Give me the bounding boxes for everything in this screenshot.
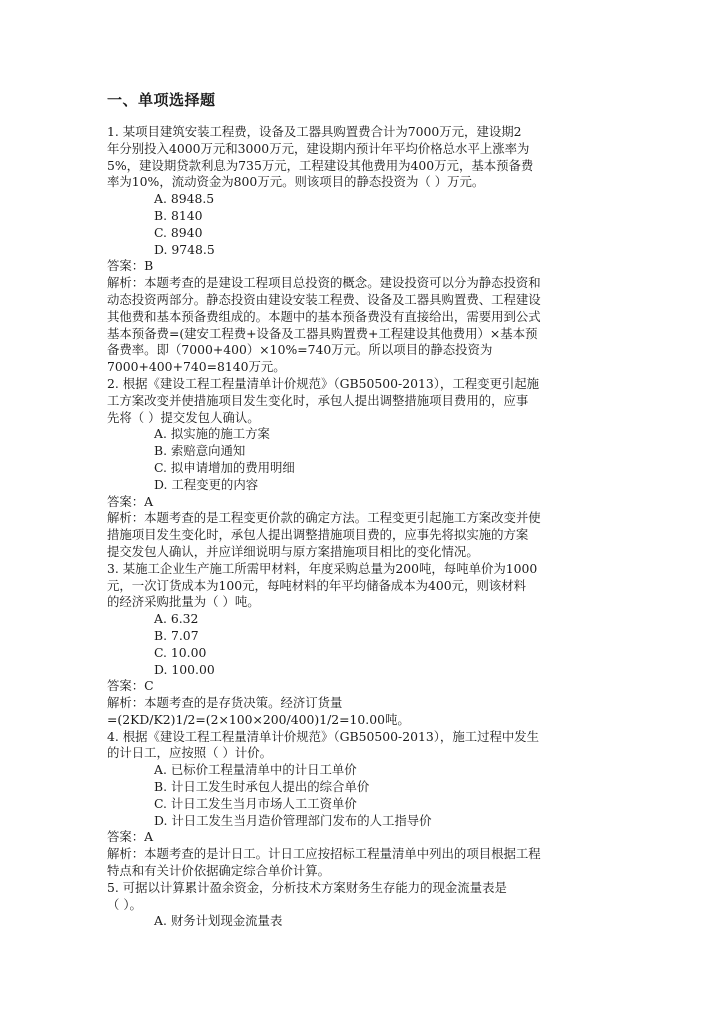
document-body [107, 124, 619, 930]
answer-option: A. 拟实施的施工方案 [154, 426, 270, 442]
answer-option: D. 计日工发生当月造价管理部门发布的人工指导价 [154, 812, 432, 828]
text-line: 5%，建设期贷款利息为735万元，工程建设其他费用为400万元，基本预备费 [107, 157, 534, 173]
answer-option: C. 拟申请增加的费用明细 [154, 459, 295, 475]
answer-option: D. 9748.5 [154, 241, 215, 257]
text-line: 备费率。即（7000+400）×10%=740万元。所以项目的静态投资为 [107, 342, 493, 358]
text-line: 答案：A [107, 493, 154, 509]
answer-option: A. 已标价工程量清单中的计日工单价 [154, 762, 357, 778]
text-line: 2. 根据《建设工程工程量清单计价规范》（GB50500-2013），工程变更引起施 [107, 375, 540, 391]
text-line: 解析：本题考查的是存货决策。经济订货量 [107, 695, 343, 711]
text-line: 3. 某施工企业生产施工所需甲材料，年度采购总量为200吨，每吨单价为1000 [107, 560, 538, 576]
text-line: 年分别投入4000万元和3000万元，建设期内预计年平均价格总水平上涨率为 [107, 140, 530, 156]
text-line: 答案：B [107, 258, 154, 274]
answer-option: C. 计日工发生当月市场人工工资单价 [154, 795, 357, 811]
answer-option: D. 工程变更的内容 [154, 476, 259, 492]
answer-option: B. 索赔意向通知 [154, 443, 246, 459]
text-line: 工方案改变并使措施项目发生变化时，承包人提出调整措施项目费用的，应事 [107, 392, 529, 408]
text-line: 1. 某项目建筑安装工程费，设备及工器具购置费合计为7000万元，建设期2 [107, 124, 522, 139]
text-line: 措施项目发生变化时，承包人提出调整措施项目费的，应事先将拟实施的方案 [107, 527, 529, 543]
answer-option: B. 8140 [154, 207, 203, 223]
answer-option: B. 7.07 [154, 627, 199, 643]
text-line: 的计日工，应按照（ ）计价。 [107, 745, 273, 761]
text-line: 7000+400+740=8140万元。 [107, 359, 286, 375]
text-line: 提交发包人确认，并应详细说明与原方案措施项目相比的变化情况。 [107, 543, 479, 559]
text-line: 5. 可据以计算累计盈余资金，分析技术方案财务生存能力的现金流量表是 [107, 879, 507, 895]
answer-option: B. 计日工发生时承包人提出的综合单价 [154, 779, 370, 795]
answer-option: A. 财务计划现金流量表 [154, 913, 283, 929]
text-line: 动态投资两部分。静态投资由建设安装工程费、设备及工器具购置费、工程建设 [107, 291, 541, 307]
answer-option: D. 100.00 [154, 661, 215, 677]
text-line: 其他费和基本预备费组成的。本题中的基本预备费没有直接给出，需要用到公式 [107, 308, 541, 324]
text-line: 特点和有关计价依据确定综合单价计算。 [107, 863, 331, 879]
text-line: 元，一次订货成本为100元，每吨材料的年平均储备成本为400元，则该材料 [107, 577, 527, 593]
text-line: =(2KD/K2)1/2=(2×100×200/400)1/2=10.00吨。 [107, 711, 410, 727]
text-line: 解析：本题考查的是建设工程项目总投资的概念。建设投资可以分为静态投资和 [107, 275, 541, 291]
answer-option: C. 8940 [154, 224, 203, 240]
answer-option: C. 10.00 [154, 644, 207, 660]
section-heading: 一、单项选择题 [107, 91, 216, 109]
text-line: 率为10%，流动资金为800万元。则该项目的静态投资为（ ）万元。 [107, 174, 485, 190]
text-line: 先将（ ）提交发包人确认。 [107, 409, 260, 425]
text-line: 4. 根据《建设工程工程量清单计价规范》（GB50500-2013），施工过程中发生 [107, 728, 540, 744]
text-line: 解析：本题考查的是计日工。计日工应按招标工程量清单中列出的项目根据工程 [107, 846, 541, 862]
text-line: 的经济采购批量为（ ）吨。 [107, 594, 260, 610]
answer-option: A. 8948.5 [154, 191, 215, 207]
text-line: （ ）。 [107, 896, 142, 912]
text-line: 基本预备费=(建安工程费+设备及工器具购置费+工程建设其他费用）×基本预 [107, 325, 538, 341]
answer-option: A. 6.32 [154, 611, 199, 627]
text-line: 答案：C [107, 678, 154, 694]
text-line: 答案：A [107, 829, 154, 845]
text-line: 解析：本题考查的是工程变更价款的确定方法。工程变更引起施工方案改变并使 [107, 510, 541, 526]
